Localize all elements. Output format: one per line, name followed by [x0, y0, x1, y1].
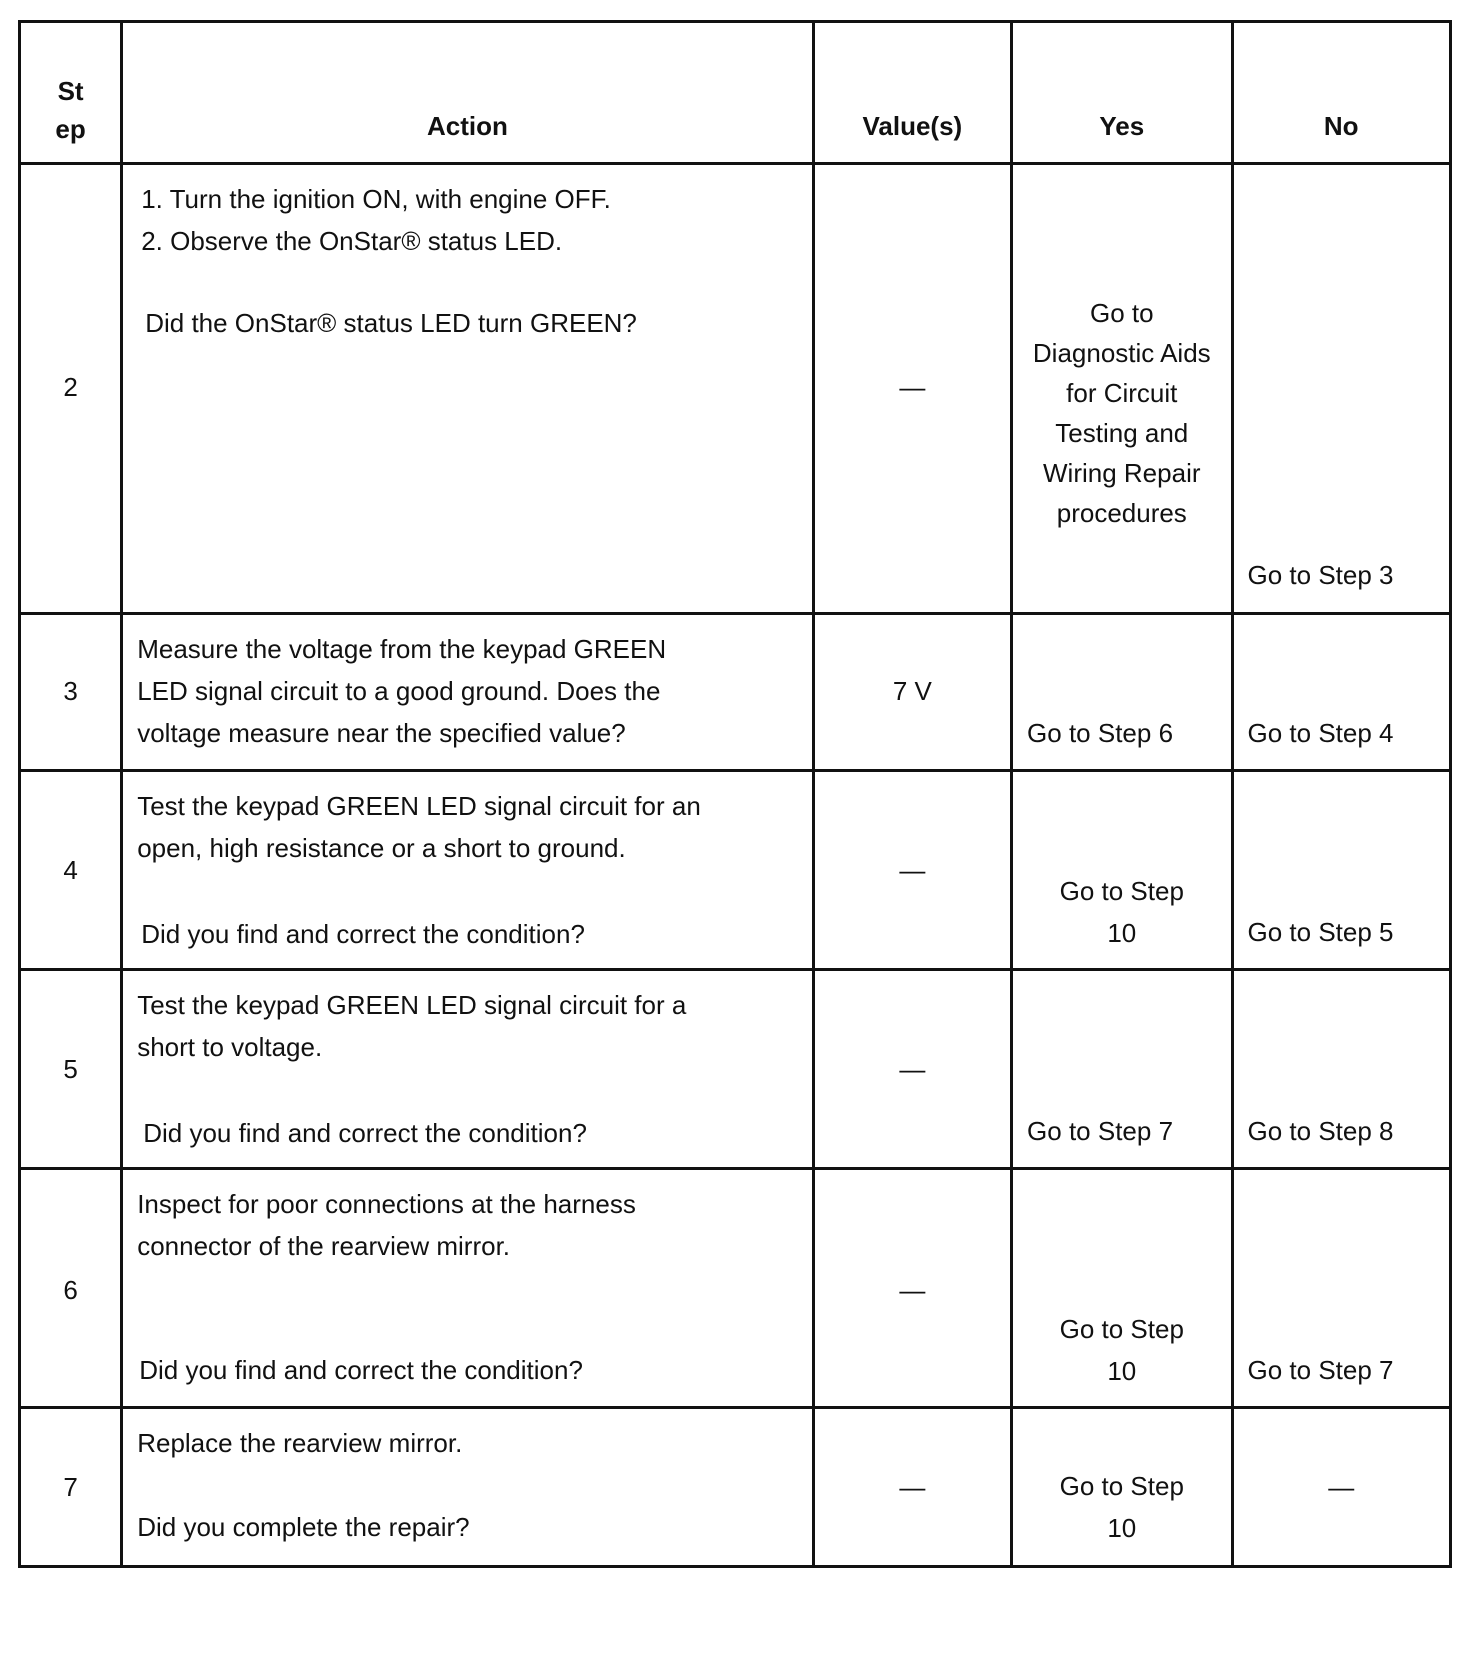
- step-cell: [20, 771, 122, 970]
- header-values: Value(s): [813, 22, 1011, 164]
- step-number: 6: [63, 1275, 78, 1305]
- step-cell: [20, 970, 122, 1169]
- diagnostic-table: [18, 20, 1452, 1568]
- yes-cell: [1012, 614, 1232, 771]
- action-question: Did you complete the repair?: [137, 1512, 470, 1542]
- action-cell: [122, 970, 813, 1169]
- yes-text: Go to Step 7: [1027, 1116, 1174, 1146]
- no-text: Go to Step 4: [1247, 718, 1394, 748]
- yes-cell: [1012, 1408, 1232, 1567]
- value-cell: [813, 1169, 1011, 1408]
- yes-cell: [1012, 164, 1232, 614]
- value-cell: [813, 614, 1011, 771]
- action-item: 1. Turn the ignition ON, with engine OFF.: [141, 184, 611, 214]
- table-row-step-5: [20, 970, 1451, 1169]
- value-text: 7 V: [892, 676, 932, 706]
- action-cell: [122, 1169, 813, 1408]
- no-cell: [1232, 771, 1451, 970]
- yes-text: Go to Step 10: [1059, 876, 1184, 948]
- step-number: 5: [63, 1054, 78, 1084]
- action-line: LED signal circuit to a good ground. Does the: [137, 676, 661, 706]
- table-row-step-2: [20, 164, 1451, 614]
- value-cell: [813, 164, 1011, 614]
- action-cell: [122, 614, 813, 771]
- action-line: open, high resistance or a short to ground.: [137, 833, 626, 863]
- table-row-step-6: [20, 1169, 1451, 1408]
- header-row: [20, 22, 1451, 164]
- action-line: voltage measure near the specified value?: [137, 718, 626, 748]
- value-text: —: [899, 1472, 926, 1502]
- no-cell: [1232, 164, 1451, 614]
- step-cell: [20, 1169, 122, 1408]
- step-cell: [20, 1408, 122, 1567]
- yes-text: Go to Step 6: [1027, 718, 1174, 748]
- action-line: Measure the voltage from the keypad GREEN: [137, 634, 667, 664]
- yes-cell: [1012, 970, 1232, 1169]
- action-cell: [122, 771, 813, 970]
- no-cell: [1232, 614, 1451, 771]
- yes-cell: [1012, 771, 1232, 970]
- header-step: St ep: [20, 22, 122, 164]
- value-text: —: [899, 1275, 926, 1305]
- no-text: Go to Step 3: [1247, 560, 1394, 590]
- action-line: Test the keypad GREEN LED signal circuit for an: [137, 791, 701, 821]
- value-cell: [813, 1408, 1011, 1567]
- action-cell: [122, 164, 813, 614]
- yes-text: Go to Step 10: [1059, 1471, 1184, 1543]
- value-text: —: [899, 1054, 926, 1084]
- value-cell: [813, 771, 1011, 970]
- table-row-step-7: [20, 1408, 1451, 1567]
- value-text: —: [899, 372, 926, 402]
- yes-text: Go to Step 10: [1059, 1314, 1184, 1386]
- step-number: 7: [63, 1472, 78, 1502]
- no-text: Go to Step 8: [1247, 1116, 1394, 1146]
- action-line: Inspect for poor connections at the harness: [137, 1189, 636, 1219]
- step-number: 2: [63, 372, 78, 402]
- value-text: —: [899, 855, 926, 885]
- action-line: Replace the rearview mirror.: [137, 1428, 463, 1458]
- table-row-step-4: [20, 771, 1451, 970]
- action-item: 2. Observe the OnStar® status LED.: [141, 226, 563, 256]
- yes-text: Go to Diagnostic Aids for Circuit Testing and Wiring Repair procedures: [1032, 298, 1211, 528]
- action-line: Test the keypad GREEN LED signal circuit for a: [137, 990, 687, 1020]
- action-question: Did you find and correct the condition?: [141, 919, 585, 949]
- header-yes: Yes: [1012, 22, 1232, 164]
- no-cell: [1232, 1169, 1451, 1408]
- action-question: Did the OnStar® status LED turn GREEN?: [145, 308, 637, 338]
- step-cell: [20, 614, 122, 771]
- no-text: Go to Step 5: [1247, 917, 1394, 947]
- step-number: 3: [63, 676, 78, 706]
- no-text: Go to Step 7: [1247, 1355, 1394, 1385]
- no-cell: [1232, 970, 1451, 1169]
- header-action: Action: [122, 22, 813, 164]
- no-text: —: [1328, 1472, 1355, 1502]
- action-question: Did you find and correct the condition?: [139, 1355, 583, 1385]
- action-line: short to voltage.: [137, 1032, 323, 1062]
- action-cell: [122, 1408, 813, 1567]
- action-line: connector of the rearview mirror.: [137, 1231, 511, 1261]
- header-no: No: [1232, 22, 1451, 164]
- step-number: 4: [63, 855, 78, 885]
- step-cell: [20, 164, 122, 614]
- yes-cell: [1012, 1169, 1232, 1408]
- table-row-step-3: [20, 614, 1451, 771]
- value-cell: [813, 970, 1011, 1169]
- action-question: Did you find and correct the condition?: [143, 1118, 587, 1148]
- no-cell: [1232, 1408, 1451, 1567]
